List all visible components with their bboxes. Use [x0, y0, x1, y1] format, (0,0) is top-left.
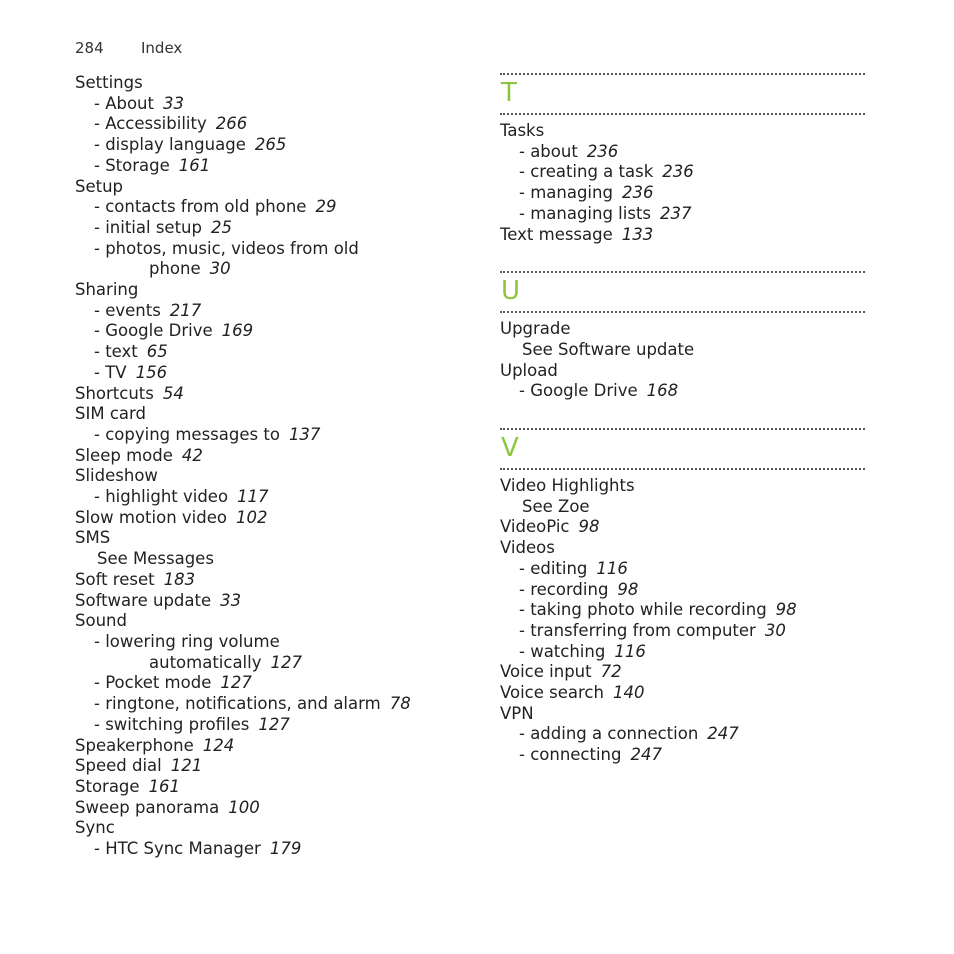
entry-page-number[interactable]: 156: [135, 362, 168, 382]
index-entry: [75, 839, 475, 860]
entry-term: Sharing: [75, 280, 139, 300]
index-entry: [75, 114, 475, 135]
entry-page-number[interactable]: 121: [170, 756, 203, 776]
entry-term: phone: [149, 259, 201, 279]
index-entry: [500, 121, 865, 142]
entry-term: Upload: [500, 360, 558, 380]
index-entry: [75, 135, 475, 156]
entry-term: - about: [519, 141, 578, 161]
index-entry: [75, 632, 475, 653]
entry-term: - Google Drive: [94, 321, 213, 341]
index-entry: [500, 381, 865, 402]
entry-page-number[interactable]: 168: [646, 381, 679, 401]
index-entry: [500, 225, 865, 246]
entry-term: SMS: [75, 528, 111, 548]
entry-term: - taking photo while recording: [519, 600, 767, 620]
index-entry: [75, 528, 475, 549]
entry-term: Slideshow: [75, 466, 158, 486]
index-entry: [500, 340, 865, 361]
index-entry: [75, 715, 475, 736]
index-entry: [500, 683, 865, 704]
section-gap: [500, 402, 865, 428]
index-entry: [75, 653, 475, 674]
entry-page-number[interactable]: 217: [169, 300, 202, 320]
page-header: [75, 39, 182, 57]
entry-page-number[interactable]: 29: [315, 197, 337, 217]
index-entry: [75, 218, 475, 239]
entry-term: Sound: [75, 611, 127, 631]
entry-page-number[interactable]: 265: [254, 135, 287, 155]
entry-page-number[interactable]: 98: [775, 600, 797, 620]
entry-term: Software update: [75, 590, 212, 610]
entry-page-number[interactable]: 237: [660, 203, 692, 223]
index-entry: [500, 497, 865, 518]
index-entry: [75, 156, 475, 177]
entry-page-number[interactable]: 247: [630, 745, 662, 765]
entry-term: - adding a connection: [519, 724, 699, 744]
entry-term: See Software update: [522, 339, 695, 359]
entry-page-number[interactable]: 117: [237, 487, 269, 507]
entry-page-number[interactable]: 133: [621, 224, 654, 244]
entry-term: Text message: [500, 224, 613, 244]
index-entry: [500, 559, 865, 580]
entry-page-number[interactable]: 116: [596, 558, 628, 578]
index-entry: [75, 570, 475, 591]
entry-page-number[interactable]: 137: [288, 424, 321, 444]
section-title: Index: [141, 39, 183, 57]
index-entry: [500, 580, 865, 601]
index-entry: [500, 476, 865, 497]
index-entry: [500, 183, 865, 204]
index-entry: [75, 73, 475, 94]
entry-page-number[interactable]: 42: [181, 445, 203, 465]
entry-term: VideoPic: [500, 517, 570, 537]
entry-page-number[interactable]: 183: [163, 569, 196, 589]
index-entry: [75, 777, 475, 798]
entry-page-number[interactable]: 72: [600, 662, 622, 682]
entry-term: Storage: [75, 776, 140, 796]
entry-page-number[interactable]: 33: [162, 93, 184, 113]
entry-term: - watching: [519, 641, 606, 661]
entry-page-number[interactable]: 266: [215, 114, 248, 134]
index-entry: [75, 508, 475, 529]
index-entry: [75, 673, 475, 694]
entry-term: Settings: [75, 73, 143, 92]
entry-term: - connecting: [519, 745, 622, 765]
entry-term: See Zoe: [522, 496, 590, 516]
entry-page-number[interactable]: 127: [258, 714, 290, 734]
index-entry: [75, 342, 475, 363]
entry-term: - creating a task: [519, 162, 654, 182]
index-entry: [500, 621, 865, 642]
index-entry: [75, 425, 475, 446]
index-entry: [500, 319, 865, 340]
entry-page-number[interactable]: 33: [220, 590, 242, 610]
entry-term: Voice input: [500, 662, 592, 682]
index-entry: [75, 177, 475, 198]
entry-term: - transferring from computer: [519, 620, 756, 640]
index-column-right: [500, 73, 865, 766]
entry-page-number[interactable]: 236: [586, 141, 619, 161]
index-entry: [500, 745, 865, 766]
index-entry: [75, 301, 475, 322]
entry-term: - managing: [519, 183, 613, 203]
entry-page-number[interactable]: 247: [707, 724, 739, 744]
index-entry: [500, 162, 865, 183]
entry-term: - switching profiles: [94, 714, 250, 734]
entry-term: Video Highlights: [500, 476, 635, 496]
entry-page-number[interactable]: 54: [162, 383, 184, 403]
entry-term: - Google Drive: [519, 381, 638, 401]
index-column-left: [75, 73, 475, 860]
index-entry: [75, 384, 475, 405]
section-letter: U: [501, 276, 521, 307]
entry-term: - display language: [94, 135, 246, 155]
entry-term: - About: [94, 93, 154, 113]
entry-page-number[interactable]: 98: [617, 579, 639, 599]
index-entry: [500, 517, 865, 538]
entry-page-number[interactable]: 98: [578, 517, 600, 537]
entry-page-number[interactable]: 127: [270, 652, 302, 672]
entry-page-number[interactable]: 116: [614, 641, 646, 661]
entry-page-number[interactable]: 124: [202, 735, 235, 755]
entry-term: Upgrade: [500, 319, 571, 339]
entry-term: - HTC Sync Manager: [94, 839, 261, 859]
page-number: 284: [75, 39, 104, 57]
entry-term: - highlight video: [94, 487, 229, 507]
entry-page-number[interactable]: 100: [228, 797, 260, 817]
index-entry: [75, 549, 475, 570]
entry-term: Sync: [75, 818, 115, 838]
index-entry: [75, 197, 475, 218]
index-entry: [500, 642, 865, 663]
entry-page-number[interactable]: 30: [764, 620, 786, 640]
index-entry: [75, 611, 475, 632]
entry-term: See Messages: [97, 549, 214, 569]
entry-term: Slow motion video: [75, 507, 227, 527]
entry-term: - copying messages to: [94, 424, 280, 444]
entry-term: Shortcuts: [75, 383, 154, 403]
entry-page-number[interactable]: 102: [235, 507, 268, 527]
entry-term: - text: [94, 342, 138, 362]
entry-term: - TV: [94, 362, 127, 382]
entry-term: Soft reset: [75, 569, 155, 589]
entry-term: Sleep mode: [75, 445, 173, 465]
index-entry: [75, 446, 475, 467]
entry-term: - editing: [519, 558, 588, 578]
entry-page-number[interactable]: 78: [389, 694, 411, 714]
entry-term: VPN: [500, 703, 534, 723]
entry-term: - ringtone, notifications, and alarm: [94, 694, 381, 714]
index-entry: [75, 466, 475, 487]
index-entry: [75, 321, 475, 342]
index-entry: [75, 818, 475, 839]
entry-term: - contacts from old phone: [94, 197, 307, 217]
index-entry: [500, 204, 865, 225]
entry-term: - Storage: [94, 155, 170, 175]
entry-term: Speakerphone: [75, 735, 194, 755]
index-entry: [75, 736, 475, 757]
index-entry: [75, 798, 475, 819]
index-entry: [75, 280, 475, 301]
entry-term: - recording: [519, 579, 609, 599]
entry-term: automatically: [149, 652, 262, 672]
index-entry: [75, 591, 475, 612]
entry-page-number[interactable]: 179: [269, 839, 302, 859]
section-gap: [500, 245, 865, 271]
index-entry: [75, 487, 475, 508]
entry-term: - photos, music, videos from old: [94, 238, 359, 258]
index-entry: [75, 239, 475, 260]
index-entry: [500, 600, 865, 621]
section-letter: T: [501, 78, 517, 108]
section-letter: V: [501, 433, 519, 464]
index-entry: [500, 142, 865, 163]
entry-page-number[interactable]: 161: [148, 776, 181, 796]
index-entry: [500, 538, 865, 559]
entry-page-number[interactable]: 30: [209, 259, 231, 279]
entry-term: Tasks: [500, 121, 545, 140]
entry-term: - initial setup: [94, 217, 202, 237]
entry-term: Speed dial: [75, 756, 162, 776]
index-entry: [75, 404, 475, 425]
entry-term: - managing lists: [519, 203, 652, 223]
entry-page-number[interactable]: 161: [178, 155, 211, 175]
index-entry: [75, 94, 475, 115]
entry-term: Voice search: [500, 683, 604, 703]
entry-page-number[interactable]: 127: [220, 673, 252, 693]
index-entry: [75, 694, 475, 715]
entry-term: - Pocket mode: [94, 673, 212, 693]
index-entry: [500, 662, 865, 683]
entry-term: - Accessibility: [94, 114, 207, 134]
entry-term: Videos: [500, 538, 555, 558]
entry-term: SIM card: [75, 404, 146, 424]
entry-page-number[interactable]: 65: [146, 342, 168, 362]
entry-term: - events: [94, 300, 161, 320]
entry-page-number[interactable]: 236: [621, 183, 654, 203]
index-entry: [500, 361, 865, 382]
entry-page-number[interactable]: 140: [612, 683, 645, 703]
entry-term: - lowering ring volume: [94, 631, 280, 651]
index-entry: [75, 756, 475, 777]
index-entry: [500, 704, 865, 725]
entry-term: Sweep panorama: [75, 797, 220, 817]
entry-page-number[interactable]: 236: [662, 162, 694, 182]
index-entry: [500, 724, 865, 745]
index-entry: [75, 363, 475, 384]
index-entry: [75, 259, 475, 280]
entry-term: Setup: [75, 176, 124, 196]
entry-page-number[interactable]: 169: [221, 321, 254, 341]
entry-page-number[interactable]: 25: [210, 217, 232, 237]
